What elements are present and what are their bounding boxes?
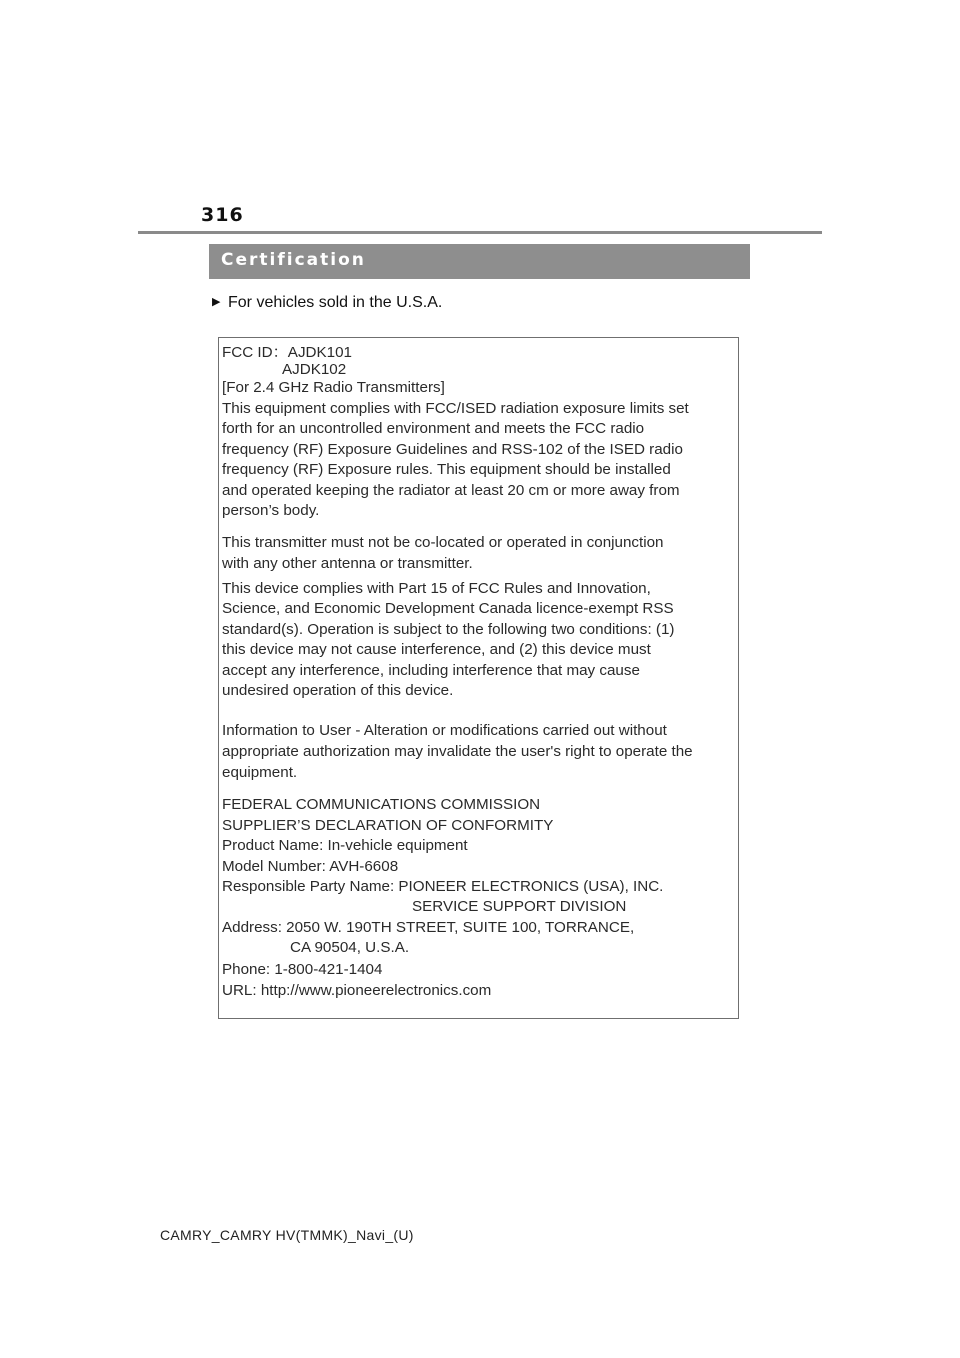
cert-line: undesired operation of this device.: [222, 682, 454, 699]
cert-line: This transmitter must not be co-located or operated in conjunction: [222, 534, 664, 551]
cert-line: FCC ID：AJDK101: [222, 344, 352, 361]
cert-line: This equipment complies with FCC/ISED radiation exposure limits set: [222, 400, 689, 417]
cert-line: Product Name: In-vehicle equipment: [222, 837, 468, 854]
cert-line: CA 90504, U.S.A.: [290, 939, 410, 956]
cert-line: Responsible Party Name: PIONEER ELECTRONICS (USA), INC.: [222, 878, 664, 895]
cert-line: this device may not cause interference, and (2) this device must: [222, 641, 651, 658]
cert-line: and operated keeping the radiator at least 20 cm or more away from: [222, 482, 680, 499]
cert-line: This device complies with Part 15 of FCC Rules and Innovation,: [222, 580, 651, 597]
cert-line: FEDERAL COMMUNICATIONS COMMISSION: [222, 796, 541, 813]
cert-line: AJDK102: [282, 361, 347, 378]
cert-line: person’s body.: [222, 502, 320, 519]
cert-line: Information to User - Alteration or modifications carried out without: [222, 722, 667, 739]
cert-line: Phone: 1-800-421-1404: [222, 961, 383, 978]
cert-line: SUPPLIER’S DECLARATION OF CONFORMITY: [222, 817, 554, 834]
cert-line: with any other antenna or transmitter.: [222, 555, 473, 572]
section-header: [209, 244, 750, 279]
cert-line: frequency (RF) Exposure Guidelines and RSS-102 of the ISED radio: [222, 441, 683, 458]
cert-line: Science, and Economic Development Canada licence-exempt RSS: [222, 600, 674, 617]
arrow-right-icon: ▶: [212, 296, 221, 308]
subheading: [212, 294, 442, 312]
subheading-text: For vehicles sold in the U.S.A.: [228, 294, 443, 311]
page-number: 316: [201, 204, 244, 226]
section-title: Certification: [221, 250, 366, 270]
header-rule: [138, 231, 822, 234]
page-footer: CAMRY_CAMRY HV(TMMK)_Navi_(U): [160, 1227, 414, 1243]
cert-line: accept any interference, including interference that may cause: [222, 662, 640, 679]
cert-line: forth for an uncontrolled environment and meets the FCC radio: [222, 420, 645, 437]
cert-line: appropriate authorization may invalidate the user's right to operate the: [222, 743, 693, 760]
cert-line: Model Number: AVH-6608: [222, 858, 399, 875]
cert-line: frequency (RF) Exposure rules. This equipment should be installed: [222, 461, 671, 478]
cert-line: equipment.: [222, 764, 298, 781]
cert-line: URL: http://www.pioneerelectronics.com: [222, 982, 492, 999]
cert-line: [For 2.4 GHz Radio Transmitters]: [222, 379, 445, 396]
cert-line: standard(s). Operation is subject to the following two conditions: (1): [222, 621, 675, 638]
cert-line: Address: 2050 W. 190TH STREET, SUITE 100, TORRANCE,: [222, 919, 635, 936]
cert-line: SERVICE SUPPORT DIVISION: [412, 898, 627, 915]
